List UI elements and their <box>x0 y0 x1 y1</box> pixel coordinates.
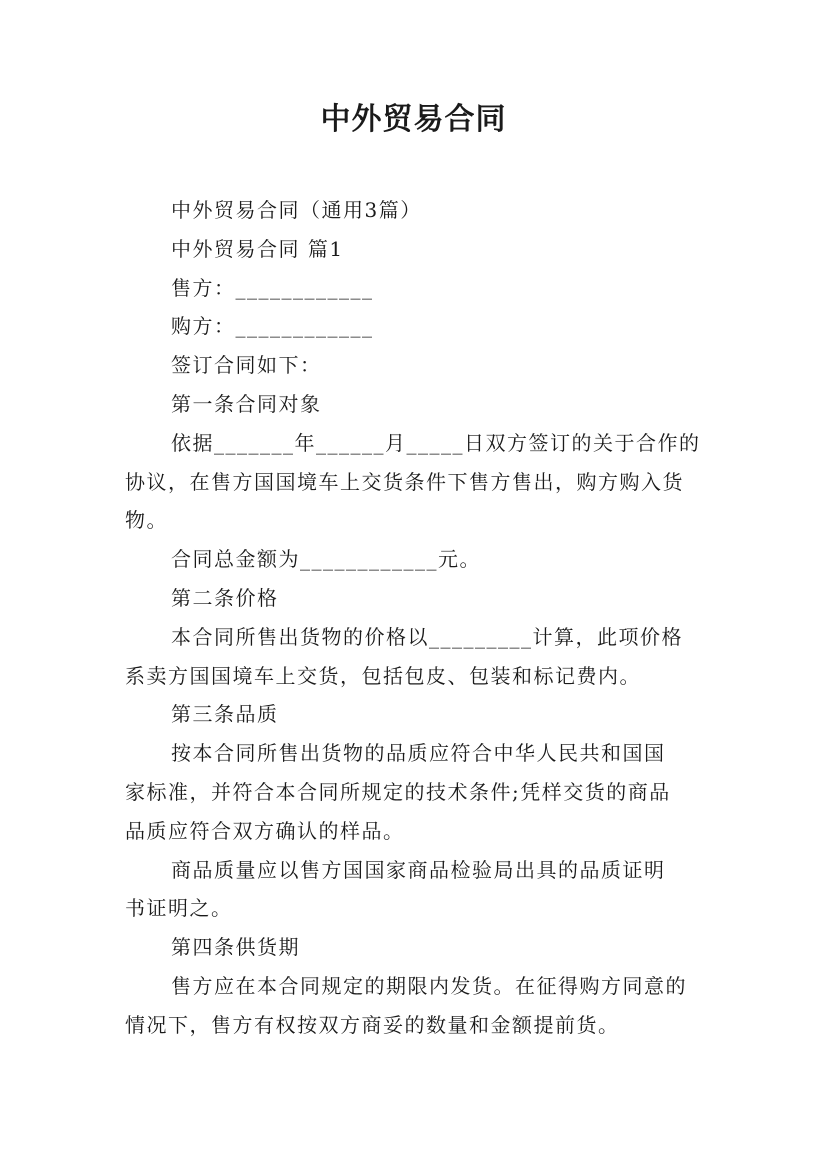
doc-line: 售方：____________ <box>171 275 374 300</box>
doc-line: 中外贸易合同 篇1 <box>171 236 344 261</box>
doc-line: 售方应在本合同规定的期限内发货。在征得购方同意的 <box>171 973 687 998</box>
doc-line: 商品质量应以售方国国家商品检验局出具的品质证明 <box>171 857 666 882</box>
doc-line: 签订合同如下： <box>171 353 322 378</box>
doc-line: 协议，在售方国国境车上交货条件下售方售出，购方购入货 <box>125 469 684 494</box>
doc-line: 按本合同所售出货物的品质应符合中华人民共和国国 <box>171 741 666 766</box>
doc-line: 品质应符合双方确认的样品。 <box>125 818 405 843</box>
doc-line: 依据_______年______月_____日双方签订的关于合作的 <box>171 430 701 455</box>
doc-line: 中外贸易合同（通用3篇） <box>171 198 422 222</box>
doc-line: 系卖方国国境车上交货，包括包皮、包装和标记费内。 <box>125 663 641 688</box>
doc-line: 本合同所售出货物的价格以_________计算，此项价格 <box>171 624 683 649</box>
doc-line: 第二条价格 <box>171 585 279 610</box>
doc-line: 第三条品质 <box>171 702 279 727</box>
document-body <box>125 191 705 1045</box>
doc-line: 购方：____________ <box>171 314 374 339</box>
doc-line: 书证明之。 <box>125 896 233 921</box>
doc-line: 家标准，并符合本合同所规定的技术条件;凭样交货的商品 <box>125 779 671 804</box>
doc-line: 第一条合同对象 <box>171 391 322 416</box>
doc-line: 情况下，售方有权按双方商妥的数量和金额提前货。 <box>125 1012 620 1037</box>
doc-line: 第四条供货期 <box>171 935 300 960</box>
doc-line: 合同总金额为____________元。 <box>171 547 481 572</box>
doc-line: 物。 <box>125 508 168 533</box>
document-title: 中外贸易合同 <box>320 102 507 137</box>
